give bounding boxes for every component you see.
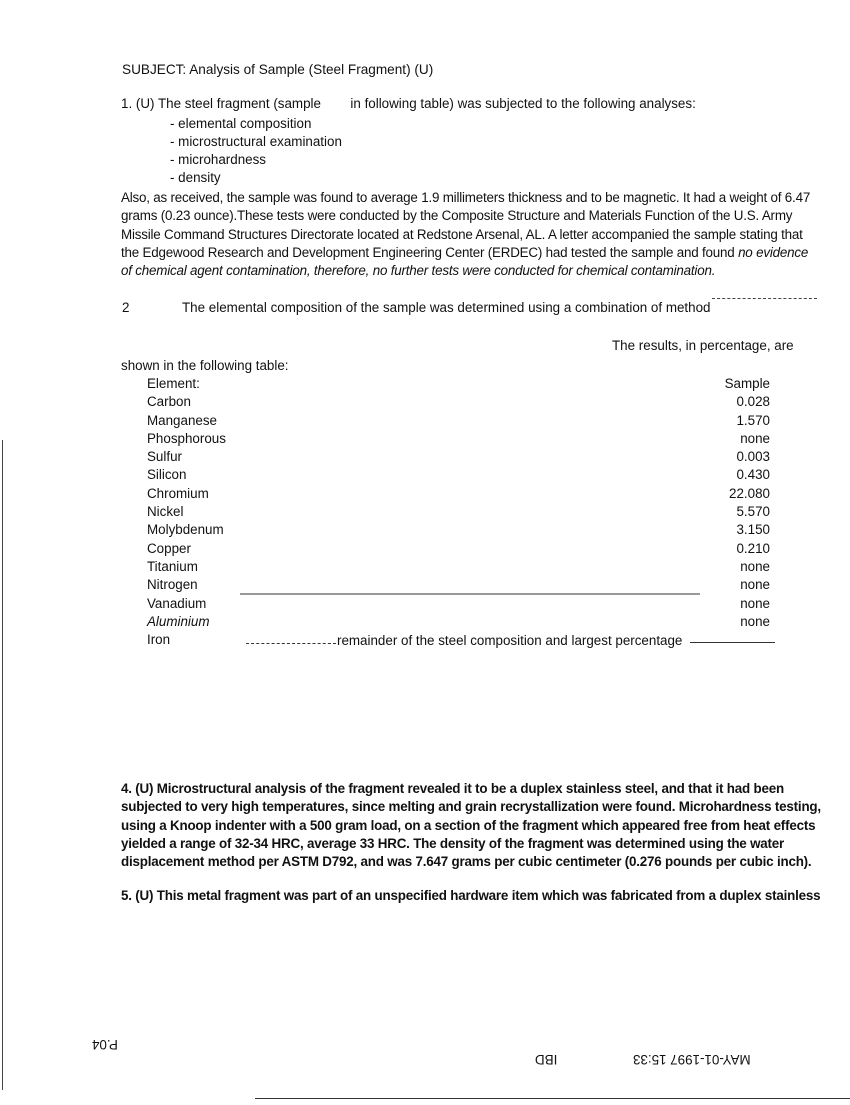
scan-bottom-edge — [255, 1098, 850, 1099]
analysis-item: - microstructural examination — [170, 134, 342, 149]
results-note: The results, in percentage, are — [612, 338, 794, 353]
element-name: Phosphorous — [147, 430, 226, 446]
sample-value: 0.210 — [736, 540, 770, 556]
iron-leader — [690, 642, 775, 643]
sample-value: none — [740, 558, 770, 574]
sample-value: 1.570 — [736, 412, 770, 428]
analysis-item: - density — [170, 170, 221, 185]
analyses-list — [170, 115, 342, 187]
element-name: Sulfur — [147, 449, 182, 465]
para1-intro-a: 1. (U) The steel fragment (sample — [121, 96, 321, 111]
sample-value: none — [740, 595, 770, 611]
sample-header: Sample — [724, 376, 770, 391]
element-name: Aluminium — [147, 613, 210, 629]
element-name: Molybdenum — [147, 522, 224, 538]
element-name: Nickel — [147, 504, 184, 520]
element-header: Element: — [147, 376, 200, 391]
para1-body-italic: no evidence of chemical agent contamination, therefore, no further tests were conducted for chemical contamination. — [121, 244, 809, 279]
redaction-line — [712, 298, 817, 300]
footer-datetime: MAY-01-1997 15:33 — [633, 1052, 751, 1067]
sample-value: 0.028 — [736, 394, 770, 410]
para5: 5. (U) This metal fragment was part of an unspecified hardware item which was fabricated from a duplex stainless — [121, 888, 821, 903]
analysis-item: - elemental composition — [170, 116, 312, 131]
sample-value: 3.150 — [736, 522, 770, 538]
sample-value: 22.080 — [729, 485, 770, 501]
sample-column — [725, 375, 770, 631]
element-name: Chromium — [147, 485, 209, 501]
sample-value: 0.003 — [736, 449, 770, 465]
para2-number: 2 — [122, 300, 130, 315]
table-intro: shown in the following table: — [121, 358, 289, 373]
subject-line: SUBJECT: Analysis of Sample (Steel Fragment) (U) — [122, 62, 434, 77]
element-name: Titanium — [147, 558, 198, 574]
sample-value: 0.430 — [736, 467, 770, 483]
element-name: Carbon — [147, 394, 191, 410]
para2-text: The elemental composition of the sample was determined using a combination of method — [182, 300, 711, 315]
element-name-iron: Iron — [147, 632, 171, 648]
analysis-item: - microhardness — [170, 152, 266, 167]
para1-intro — [121, 96, 696, 111]
para1-body-text: Also, as received, the sample was found to average 1.9 millimeters thickness and to be magnetic. It had a weight of 6.47 grams (0.23 ounce).These tests were conducted by the Composite Structure and Materials Function of the U.S. Army Missile Command Structures Directorate located at Redstone Arsenal, AL. A letter accompanied the sample stating that the Edgewood Research and Development Engineering Center (ERDEC) had tested the sample and found — [121, 190, 811, 260]
sample-value: 5.570 — [736, 504, 770, 520]
para1-body — [121, 189, 821, 280]
para1-intro-b: in following table) was subjected to the following analyses: — [350, 96, 696, 111]
element-column — [147, 375, 226, 649]
footer-page: P.04 — [92, 1037, 118, 1052]
footer-code: IBD — [535, 1052, 558, 1067]
element-name: Nitrogen — [147, 577, 198, 593]
sample-value: none — [740, 613, 770, 629]
scan-edge — [2, 440, 3, 1090]
sample-value: none — [740, 577, 770, 593]
redaction-line — [240, 593, 700, 595]
element-name: Manganese — [147, 412, 217, 428]
para4: 4. (U) Microstructural analysis of the fragment revealed it to be a duplex stainless steel, and that it had been subjected to very high temperatures, since melting and grain recrystallization were found. Microhardness testing, using a Knoop indenter with a 500 gram load, on a section of the fragment which appeared free from heat effects yielded a range of 32-34 HRC, average 33 HRC. The density of the fragment was determined using the water displacement method per ASTM D792, and was 7.647 grams per cubic centimeter (0.276 pounds per cubic inch). — [121, 781, 821, 870]
iron-leader — [246, 643, 336, 645]
element-name: Copper — [147, 540, 191, 556]
element-name: Vanadium — [147, 595, 207, 611]
iron-note: remainder of the steel composition and largest percentage — [337, 633, 683, 648]
sample-value: none — [740, 430, 770, 446]
element-name: Silicon — [147, 467, 187, 483]
